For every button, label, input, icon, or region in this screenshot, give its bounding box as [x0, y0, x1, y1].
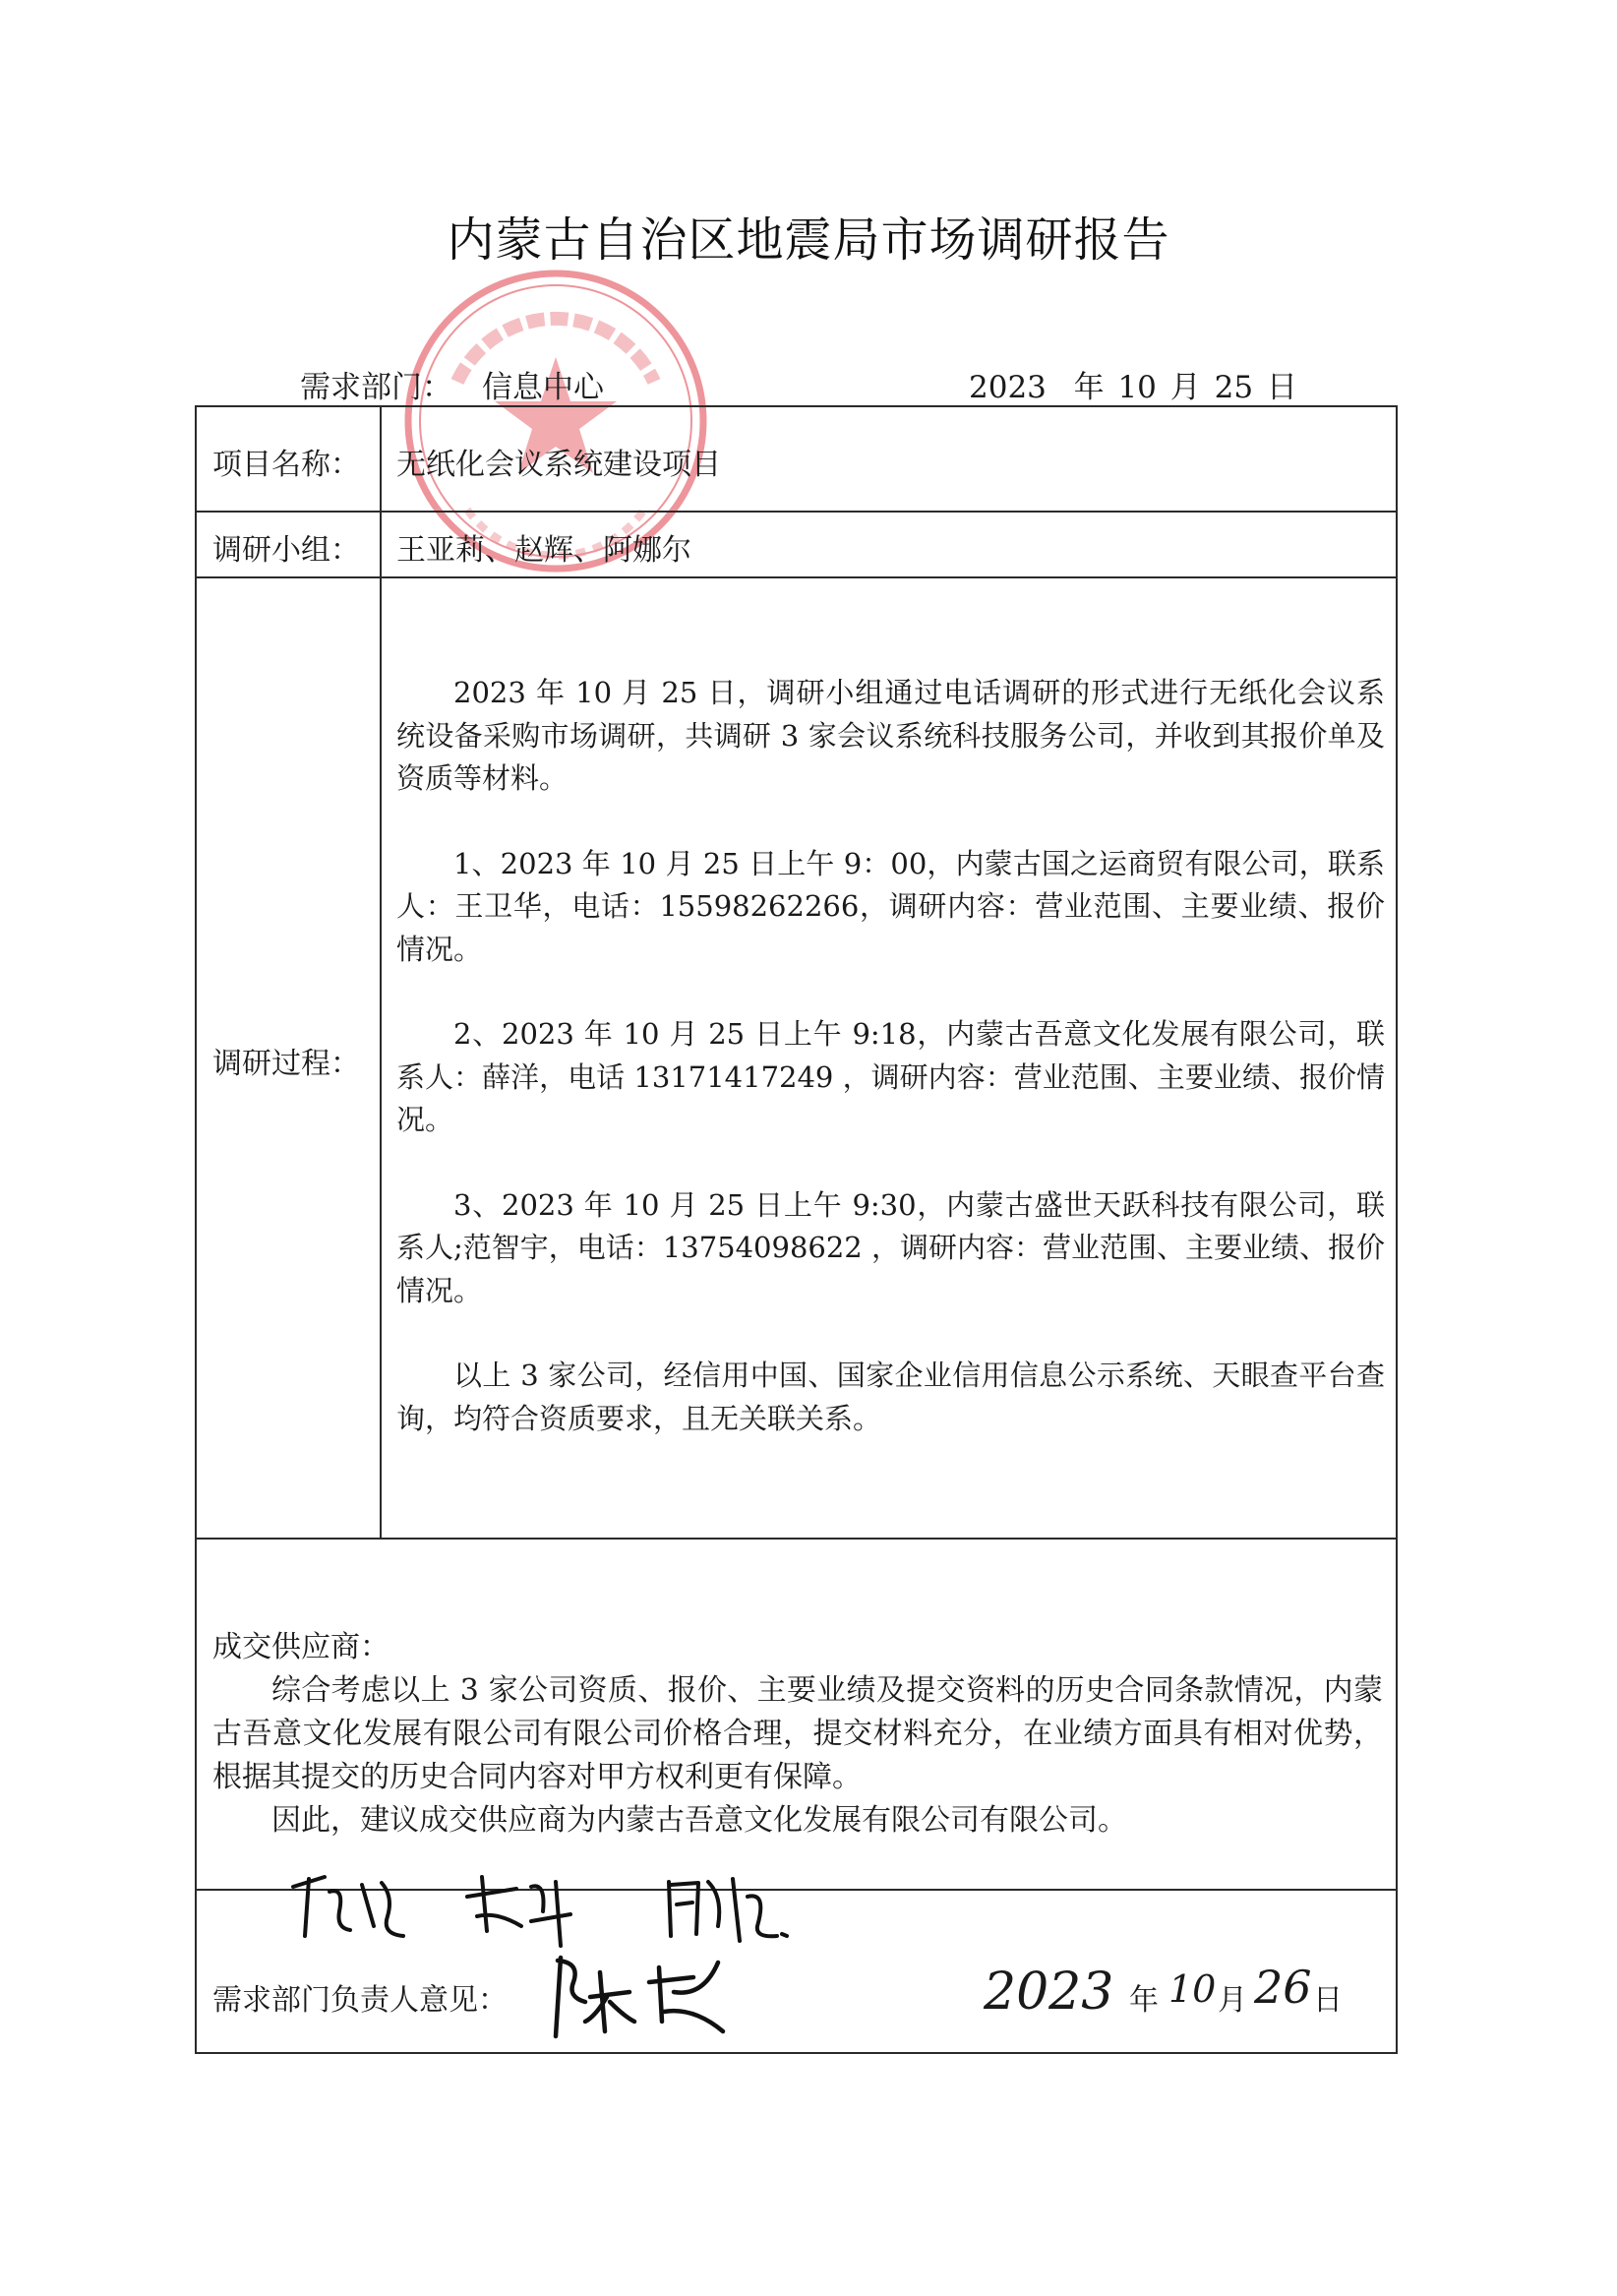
supplier-paragraph: 因此，建议成交供应商为内蒙古吾意文化发展有限公司有限公司。	[271, 1803, 1127, 1838]
page-title: 内蒙古自治区地震局市场调研报告	[447, 212, 1170, 268]
supplier-label: 成交供应商：	[212, 1630, 389, 1664]
opinion-date-yue: 月	[1218, 1983, 1247, 2018]
project-value: 无纸化会议系统建设项目	[396, 448, 721, 482]
group-value: 王亚莉、赵辉、阿娜尔	[396, 533, 691, 568]
process-paragraph: 2、2023 年 10 月 25 日上午 9:18，内蒙古吾意文化发展有限公司，联系人：薛洋，电话 13171417249 ，调研内容：营业范围、主要业绩、报价情况。	[396, 1017, 1385, 1136]
report-date: 2023 年 10 月 25 日	[969, 370, 1297, 405]
supplier-section	[212, 1626, 1383, 1843]
group-label: 调研小组：	[212, 533, 360, 568]
opinion-date-ri: 日	[1313, 1983, 1343, 2018]
supplier-paragraph: 综合考虑以上 3 家公司资质、报价、主要业绩及提交资料的历史合同条款情况，内蒙古吾意文化发展有限公司有限公司价格合理，提交材料充分，在业绩方面具有相对优势，根据其提交的历史合同内容对甲方权利更有保障。	[212, 1673, 1383, 1794]
process-paragraph: 2023 年 10 月 25 日，调研小组通过电话调研的形式进行无纸化会议系统设备采购市场调研，共调研 3 家会议系统科技服务公司，并收到其报价单及资质等材料。	[396, 676, 1385, 795]
group-signatures	[285, 1857, 856, 1956]
dept-label: 需求部门：	[300, 370, 452, 405]
opinion-label: 需求部门负责人意见：	[212, 1983, 508, 2018]
process-paragraph: 3、2023 年 10 月 25 日上午 9:30，内蒙古盛世天跃科技有限公司，联系人;范智宇，电话：13754098622 ，调研内容：营业范围、主要业绩、报价情况。	[396, 1187, 1385, 1307]
process-paragraph: 1、2023 年 10 月 25 日上午 9：00，内蒙古国之运商贸有限公司，联系人：王卫华，电话：15598262266，调研内容：营业范围、主要业绩、报价情况。	[396, 846, 1385, 966]
dept-value: 信息中心	[482, 370, 604, 405]
process-paragraph: 以上 3 家公司，经信用中国、国家企业信用信息公示系统、天眼查平台查询，均符合资质要求，且无关联关系。	[396, 1359, 1385, 1435]
opinion-date-year: 2023	[984, 1963, 1114, 2022]
project-label: 项目名称：	[212, 448, 360, 482]
head-signature	[546, 1943, 733, 2046]
process-label: 调研过程：	[212, 1047, 360, 1081]
opinion-date-month: 10	[1168, 1967, 1217, 2011]
process-content	[396, 672, 1385, 1482]
opinion-date-day: 26	[1254, 1961, 1312, 2014]
opinion-date-nian: 年	[1129, 1983, 1159, 2018]
